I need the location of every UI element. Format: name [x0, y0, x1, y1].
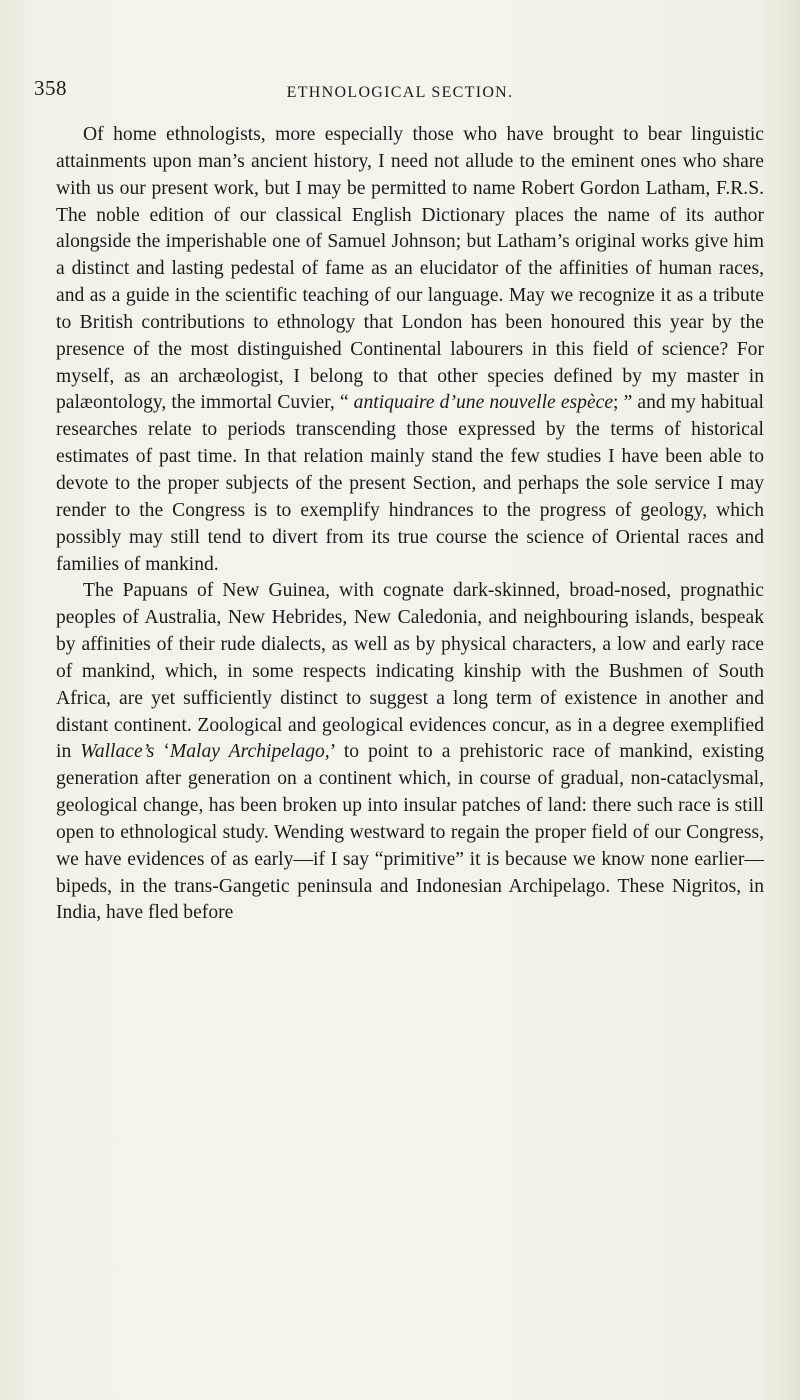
italic-text-run: Wallace’s — [80, 741, 155, 763]
text-run: ; ” and my habitual researches relate to periods transcending those expressed by the terms of historical estimates of past time. In that relation mainly stand the few studies I have been able to devote to the proper subjects of the present Section, and perhaps the sole service I may render to the Congress is to exemplify hindrances to the progress of geology, which possibly may still tend to divert from its true course the science of Oriental races and families of mankind. — [56, 392, 764, 575]
text-run: ‘ — [154, 741, 170, 763]
text-run: The Papuans of New Guinea, with cognate dark-skinned, broad-nosed, prognathic peoples of Australia, New Hebrides, New Caledonia, and neighbouring islands, bespeak by affinities of their rude dialects, as well as by physical characters, a low and early race of mankind, which, in some respects indicating kinship with the Bushmen of South Africa, are yet sufficiently distinct to suggest a long term of existence in another and distant continent. Zoological and geological evidences concur, as in a degree exemplified in — [56, 580, 764, 763]
text-run: ’ to point to a prehistoric race of mankind, existing generation after generation on a continent which, in course of gradual, non-cataclysmal, geological change, has been broken up into insular patches of land: there such race is still open to ethnological study. Wending westward to regain the proper field of our Congress, we have evidences of as early—if I say “primitive” it is because we know none earlier—bipeds, in the trans-Gangetic peninsula and Indonesian Archipelago. These Nigritos, in India, have fled before — [56, 741, 764, 924]
italic-text-run: Malay Archipelago, — [169, 741, 330, 763]
italic-text-run: antiquaire d’une nouvelle espèce — [353, 392, 614, 414]
text-run: Of home ethnologists, more especially those who have brought to bear linguistic attainments upon man’s ancient history, I need not allude to the eminent ones who share with us our present work, but I may be permitted to name Robert Gordon Latham, F.R.S. The noble edition of our classical English Dictionary places the name of its author alongside the imperishable one of Samuel Johnson; but Latham’s original works give him a distinct and lasting pedestal of fame as an elucidator of the affinities of human races, and as a guide in the scientific teaching of our language. May we recognize it as a tribute to British contributions to ethnology that London has been honoured this year by the presence of the most distinguished Continental labourers in this field of science? For myself, as an archæologist, I belong to that other species defined by my master in palæontology, the immortal Cuvier, “ — [56, 124, 764, 414]
page-header — [0, 76, 800, 106]
paragraph-1 — [56, 122, 764, 578]
paragraph-2 — [56, 578, 764, 927]
page-number: 358 — [34, 76, 67, 100]
running-title: ETHNOLOGICAL SECTION. — [286, 84, 514, 101]
body-text — [56, 122, 764, 927]
